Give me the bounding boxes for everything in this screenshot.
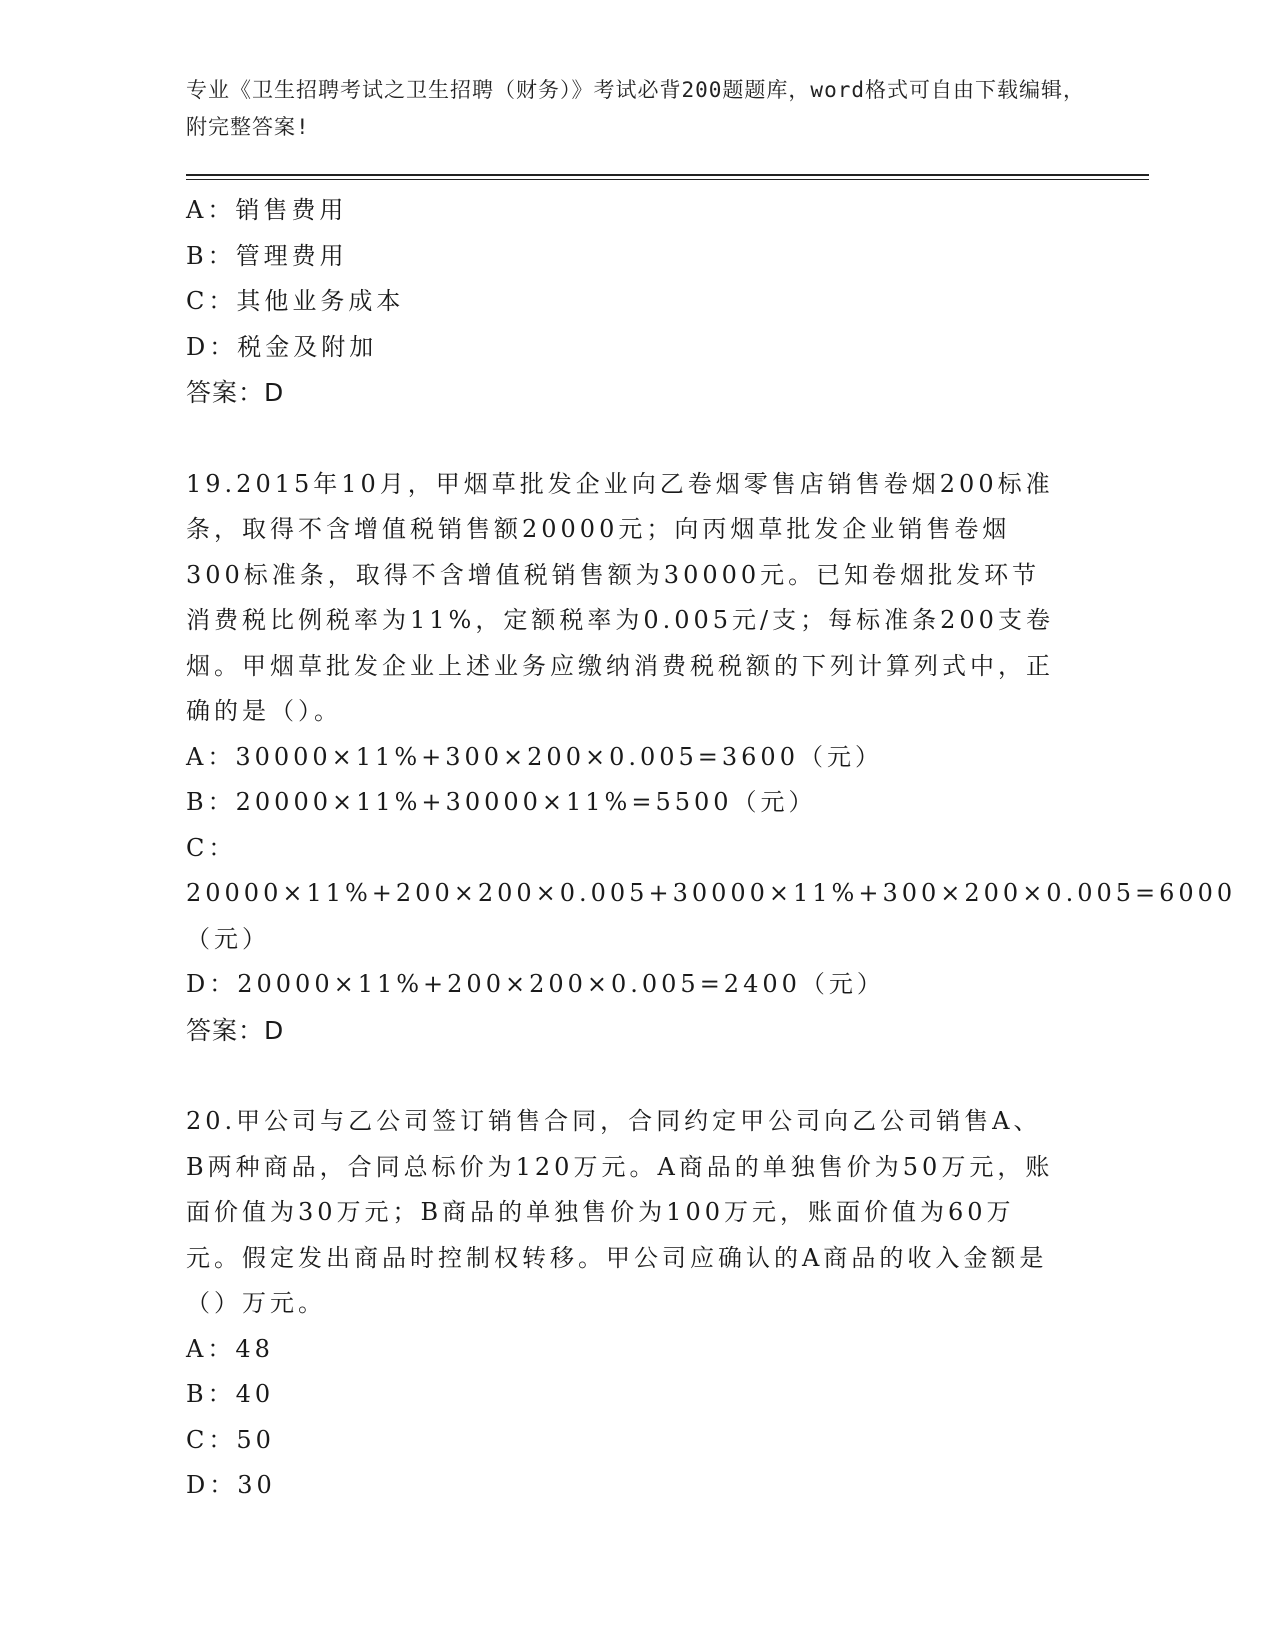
spacer: [186, 416, 1086, 462]
prev-question-block: [186, 188, 1086, 416]
document-header: 专业《卫生招聘考试之卫生招聘（财务）》考试必背200题题库，word格式可自由下载编辑，附完整答案!: [186, 78, 1085, 139]
option-b: B：20000×11%+30000×11%=5500（元）: [186, 788, 817, 816]
answer-line: 答案：D: [186, 1015, 285, 1045]
option-c: C：其他业务成本: [186, 287, 405, 315]
question-20-text: 20.甲公司与乙公司签订销售合同，合同约定甲公司向乙公司销售A、B两种商品，合同总标价为120万元。A商品的单独售价为50万元，账面价值为30万元；B商品的单独售价为100万元，账面价值为60万元。假定发出商品时控制权转移。甲公司应确认的A商品的收入金额是（）万元。: [186, 1107, 1054, 1317]
option-d: D：20000×11%+200×200×0.005=2400（元）: [186, 970, 885, 998]
option-b: B：40: [186, 1380, 275, 1408]
option-d: D：税金及附加: [186, 332, 378, 361]
spacer: [186, 1053, 1086, 1099]
header-rule-thick: [186, 174, 1149, 176]
header-rule-thin: [186, 179, 1149, 180]
option-a: A：销售费用: [186, 196, 348, 224]
option-c: C：50: [186, 1425, 275, 1454]
document-page: [186, 72, 1237, 1509]
question-19-block: [186, 462, 1237, 1054]
answer-line: 答案：D: [186, 378, 285, 407]
question-19-text: 19.2015年10月，甲烟草批发企业向乙卷烟零售店销售卷烟200标准条，取得不含增值税销售额20000元；向丙烟草批发企业销售卷烟300标准条，取得不含增值税销售额为30000元。已知卷烟批发环节消费税比例税率为11%，定额税率为0.005元/支；每标准条200支卷烟。甲烟草批发企业上述业务应缴纳消费税税额的下列计算列式中，正确的是（）。: [186, 469, 1054, 725]
option-d: D：30: [186, 1471, 276, 1499]
option-b: B：管理费用: [186, 241, 348, 270]
option-a: A：30000×11%+300×200×0.005=3600（元）: [186, 742, 883, 771]
option-a: A：48: [186, 1334, 274, 1363]
option-c: C：20000×11%+200×200×0.005+30000×11%+300×200×0.005=6000（元）: [186, 833, 1237, 953]
question-20-block: [186, 1099, 1086, 1509]
